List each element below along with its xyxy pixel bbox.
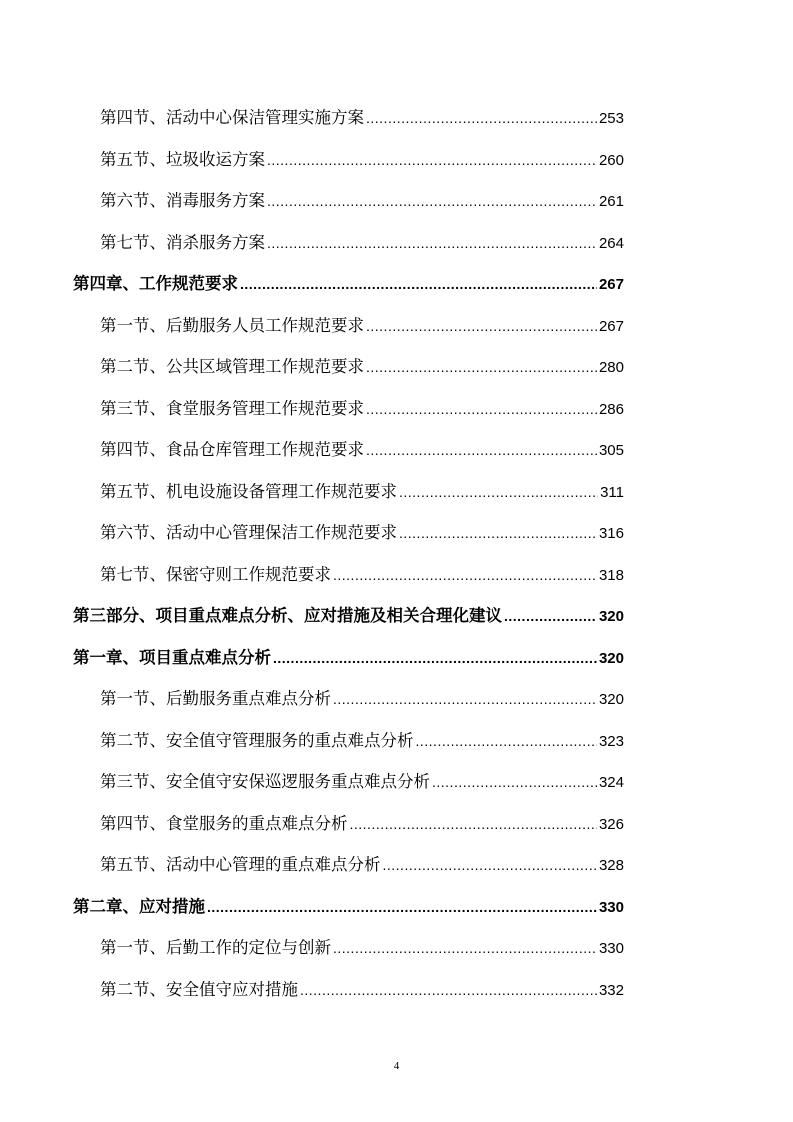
toc-entry-title: 第一章、项目重点难点分析 xyxy=(73,648,271,667)
toc-entry-page: 318 xyxy=(598,567,624,584)
dot-leader xyxy=(300,982,597,998)
toc-entry-title: 第四节、食品仓库管理工作规范要求 xyxy=(100,440,364,459)
toc-entry-page: 316 xyxy=(598,525,624,542)
dot-leader xyxy=(333,940,597,956)
toc-entry[interactable] xyxy=(100,146,624,174)
toc-entry-page: 286 xyxy=(598,401,624,418)
toc-entry-page: 326 xyxy=(598,816,624,833)
toc-entry-title: 第三部分、项目重点难点分析、应对措施及相关合理化建议 xyxy=(73,606,502,625)
dot-leader xyxy=(366,442,597,458)
toc-chapter-entry[interactable] xyxy=(73,270,624,298)
toc-entry[interactable] xyxy=(100,353,624,381)
toc-entry-title: 第一节、后勤服务人员工作规范要求 xyxy=(100,316,364,335)
toc-entry[interactable] xyxy=(100,851,624,879)
toc-entry-title: 第三节、安全值守安保巡逻服务重点难点分析 xyxy=(100,772,430,791)
toc-entry[interactable] xyxy=(100,727,624,755)
toc-entry-page: 320 xyxy=(598,650,624,667)
toc-entry-title: 第二节、安全值守应对措施 xyxy=(100,980,298,999)
dot-leader xyxy=(273,650,597,666)
toc-entry[interactable] xyxy=(100,395,624,423)
toc-entry-title: 第二节、安全值守管理服务的重点难点分析 xyxy=(100,731,414,750)
dot-leader xyxy=(504,608,597,624)
toc-entry-page: 261 xyxy=(598,193,624,210)
toc-entry[interactable] xyxy=(100,810,624,838)
toc-entry[interactable] xyxy=(100,104,624,132)
toc-entry-title: 第五节、垃圾收运方案 xyxy=(100,150,265,169)
toc-entry-title: 第二节、公共区域管理工作规范要求 xyxy=(100,357,364,376)
dot-leader xyxy=(207,899,597,915)
toc-entry-page: 330 xyxy=(598,940,624,957)
dot-leader xyxy=(383,857,597,873)
dot-leader xyxy=(333,567,597,583)
toc-entry[interactable] xyxy=(100,768,624,796)
toc-entry-title: 第一节、后勤工作的定位与创新 xyxy=(100,938,331,957)
toc-entry-title: 第三节、食堂服务管理工作规范要求 xyxy=(100,399,364,418)
dot-leader xyxy=(350,816,597,832)
toc-entry-page: 253 xyxy=(598,110,624,127)
toc-entry-page: 267 xyxy=(598,318,624,335)
toc-entry-page: 320 xyxy=(598,608,624,625)
dot-leader xyxy=(399,525,597,541)
toc-entry-page: 332 xyxy=(598,982,624,999)
toc-entry[interactable] xyxy=(100,312,624,340)
toc-entry[interactable] xyxy=(100,187,624,215)
toc-chapter-entry[interactable] xyxy=(73,893,624,921)
toc-entry-title: 第七节、消杀服务方案 xyxy=(100,233,265,252)
toc-entry-page: 267 xyxy=(598,276,624,293)
toc-entry-title: 第五节、机电设施设备管理工作规范要求 xyxy=(100,482,397,501)
toc-entry[interactable] xyxy=(100,976,624,1004)
toc-entry-title: 第一节、后勤服务重点难点分析 xyxy=(100,689,331,708)
toc-entry-title: 第四节、食堂服务的重点难点分析 xyxy=(100,814,348,833)
toc-part-entry[interactable] xyxy=(73,602,624,630)
dot-leader xyxy=(267,193,597,209)
toc-entry[interactable] xyxy=(100,561,624,589)
toc-entry[interactable] xyxy=(100,478,624,506)
toc-entry-title: 第四章、工作规范要求 xyxy=(73,274,238,293)
dot-leader xyxy=(240,276,597,292)
toc-entry-page: 330 xyxy=(598,899,624,916)
toc-entry[interactable] xyxy=(100,519,624,547)
toc-entry-title: 第六节、活动中心管理保洁工作规范要求 xyxy=(100,523,397,542)
toc-chapter-entry[interactable] xyxy=(73,644,624,672)
toc-entry-page: 280 xyxy=(598,359,624,376)
toc-entry-page: 305 xyxy=(598,442,624,459)
toc-entry[interactable] xyxy=(100,934,624,962)
toc-entry-page: 260 xyxy=(598,152,624,169)
dot-leader xyxy=(333,691,597,707)
toc-entry-page: 323 xyxy=(598,733,624,750)
toc-entry-title: 第七节、保密守则工作规范要求 xyxy=(100,565,331,584)
dot-leader xyxy=(432,774,597,790)
toc-entry-page: 328 xyxy=(598,857,624,874)
toc-entry[interactable] xyxy=(100,436,624,464)
page-number: 4 xyxy=(393,1060,400,1072)
toc-entry[interactable] xyxy=(100,229,624,257)
dot-leader xyxy=(267,152,597,168)
dot-leader xyxy=(366,359,597,375)
dot-leader xyxy=(366,401,597,417)
toc-entry-title: 第五节、活动中心管理的重点难点分析 xyxy=(100,855,381,874)
toc-entry-title: 第六节、消毒服务方案 xyxy=(100,191,265,210)
dot-leader xyxy=(366,318,597,334)
dot-leader xyxy=(416,733,597,749)
toc-entry-page: 264 xyxy=(598,235,624,252)
toc-entry-page: 324 xyxy=(598,774,624,791)
dot-leader xyxy=(399,484,598,500)
toc-entry-page: 320 xyxy=(598,691,624,708)
dot-leader xyxy=(267,235,597,251)
toc-entry-title: 第四节、活动中心保洁管理实施方案 xyxy=(100,108,364,127)
dot-leader xyxy=(366,110,597,126)
toc-entry-page: 311 xyxy=(600,484,624,501)
toc-entry-title: 第二章、应对措施 xyxy=(73,897,205,916)
toc-entry[interactable] xyxy=(100,685,624,713)
